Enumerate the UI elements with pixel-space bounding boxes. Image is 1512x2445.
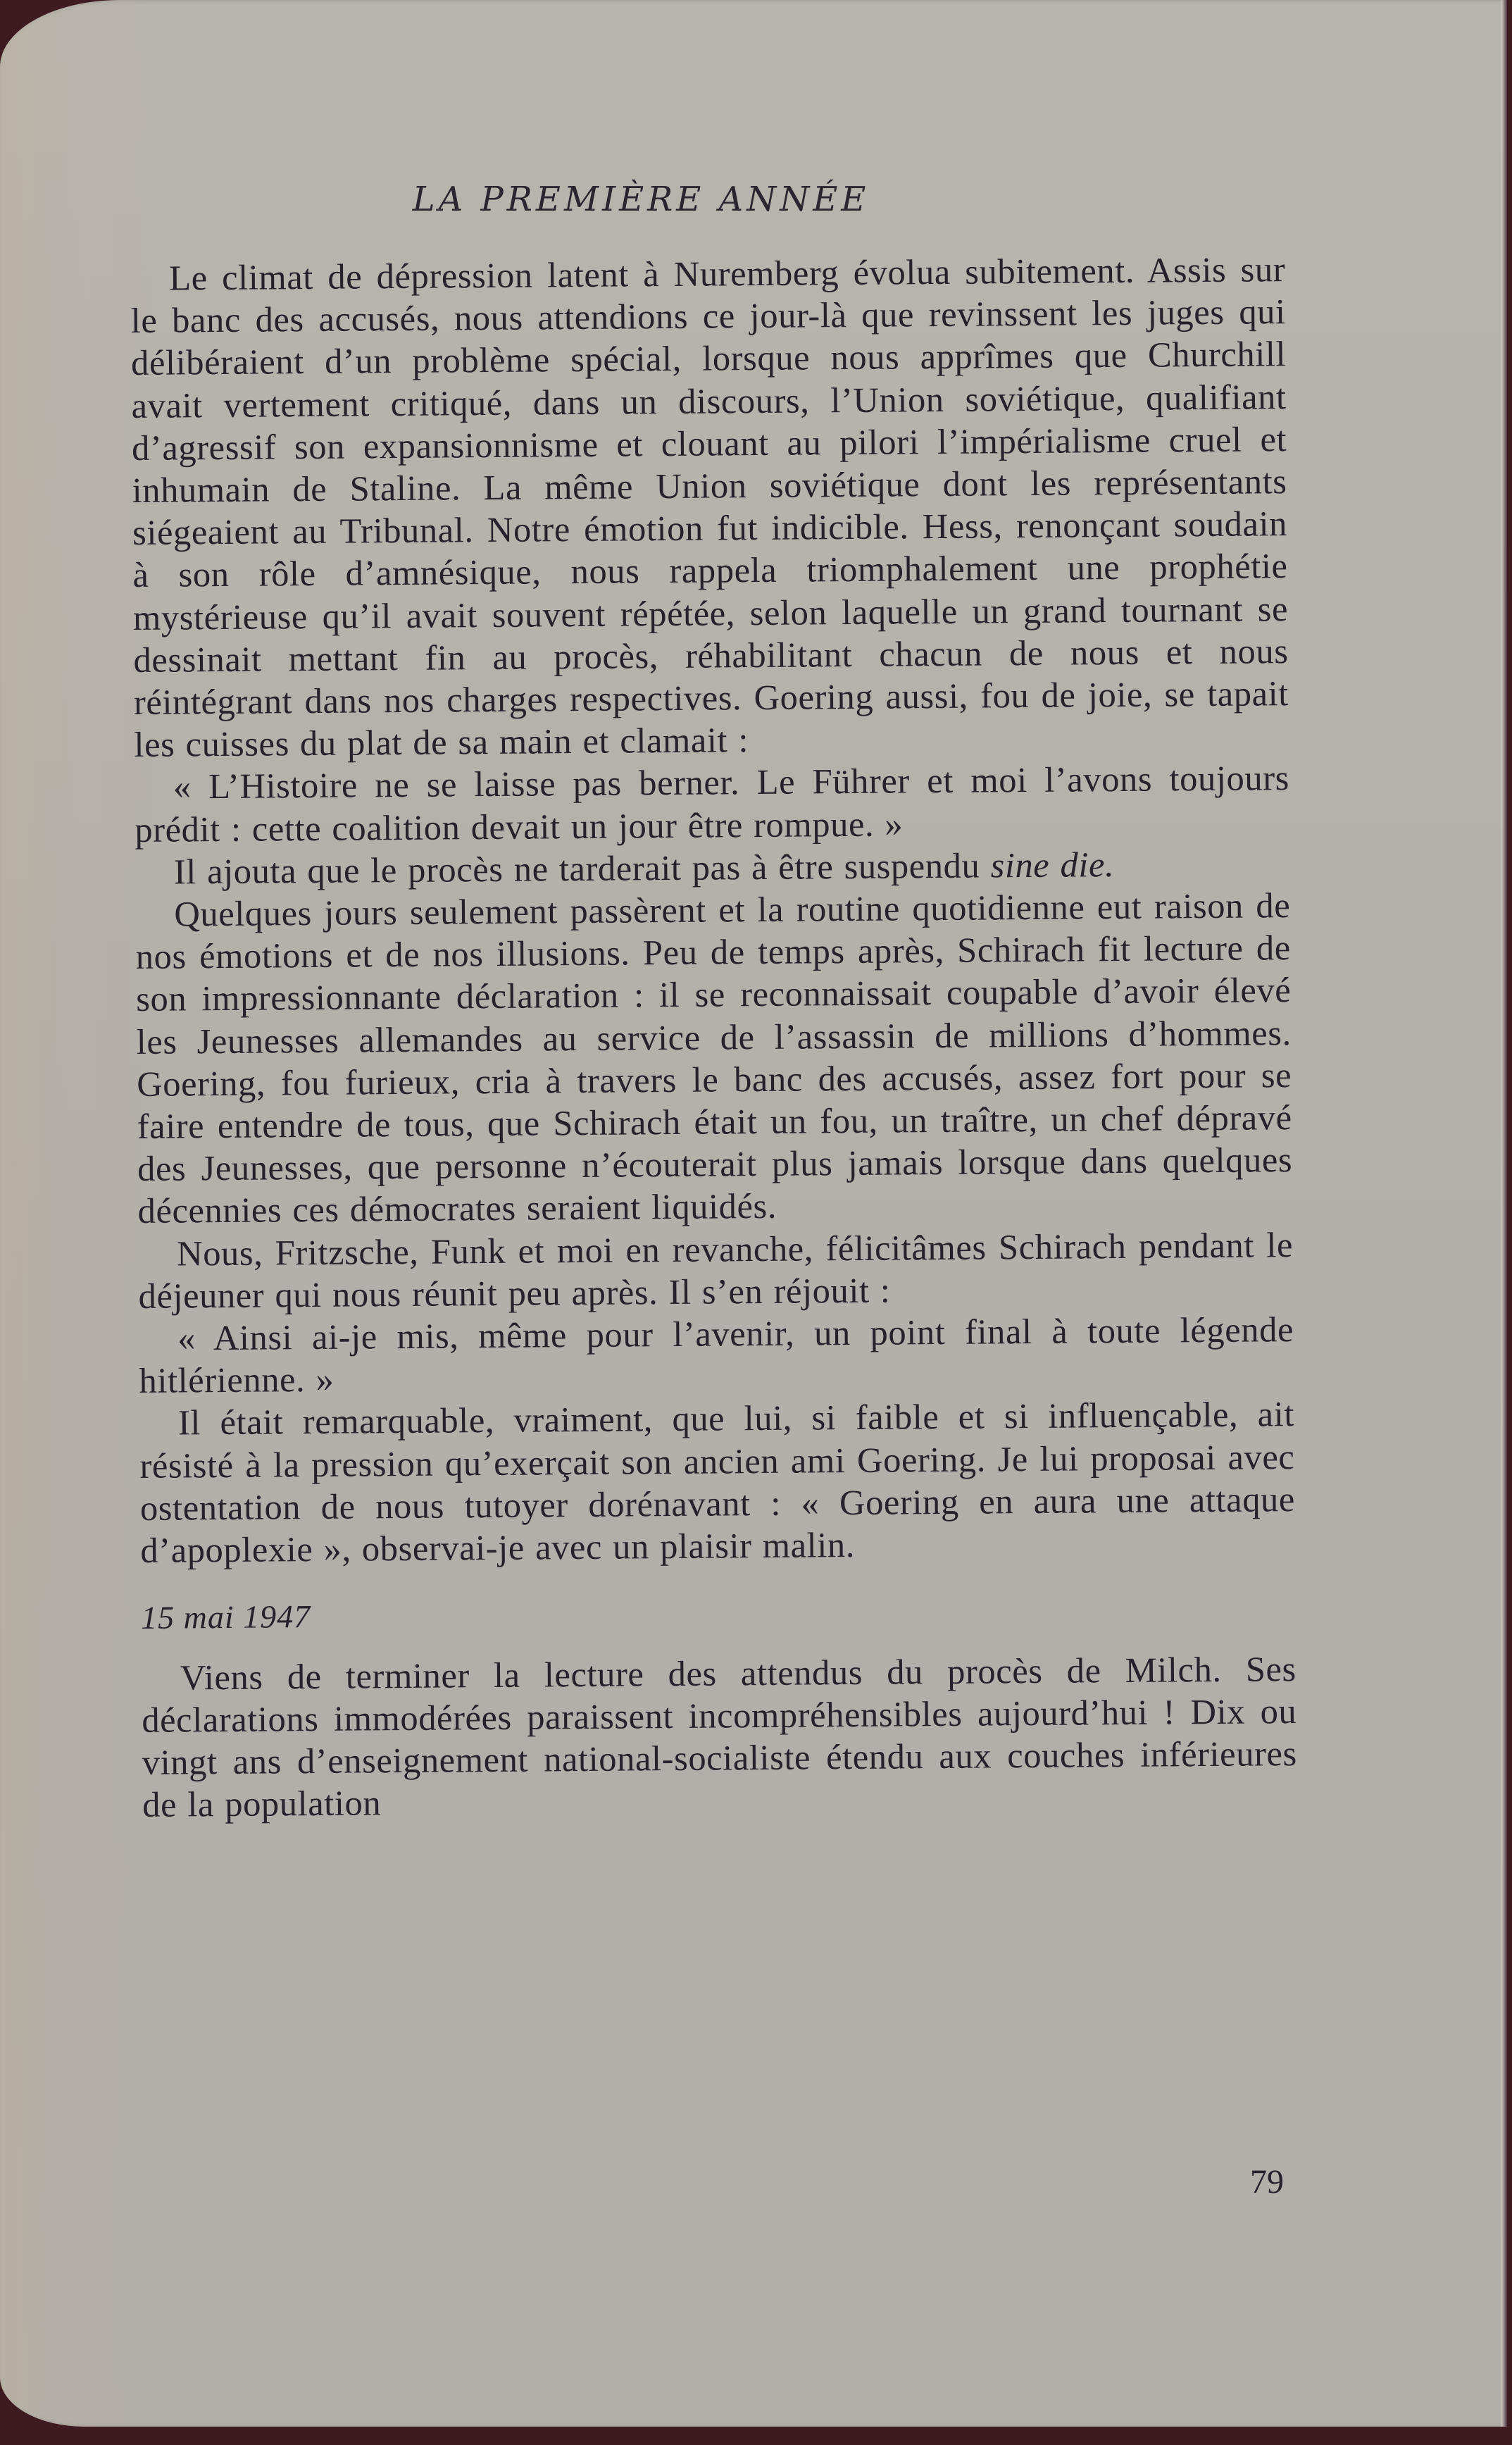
running-head: LA PREMIÈRE ANNÉE bbox=[412, 180, 870, 219]
page-number: 79 bbox=[1250, 2163, 1284, 2201]
paragraph: Le climat de dépression latent à Nuremberg évolua subitement. Assis sur le banc des accusés, nous attendions ce jour-là que revinssent les juges qui délibéraient d’un problème spécial, lorsque nous apprîmes que Churchill avait vertement critiqué, dans un discours, l’Union soviétique, qualifiant d’agressif son expansionnisme et clouant au pilori l’impérialisme cruel et inhumain de Staline. La même Union soviétique dont les représentants siégeaient au Tribunal. Notre émotion fut indicible. Hess, renonçant soudain à son rôle d’amnésique, nous rappela triomphalement une prophétie mystérieuse qu’il avait souvent répétée, selon laquelle un grand tournant se dessinait mettant fin au procès, réhabilitant chacun de nous et nous réintégrant dans nos charges respectives. Goering aussi, fou de joie, se tapait les cuisses du plat de sa main et clamait : bbox=[130, 249, 1289, 765]
quote-paragraph: « Ainsi ai-je mis, même pour l’avenir, un point final à toute légende hitlérienne. » bbox=[139, 1309, 1294, 1401]
body-text bbox=[130, 248, 1297, 1826]
diary-date: 15 mai 1947 bbox=[140, 1598, 311, 1636]
paragraph: Quelques jours seulement passèrent et la routine quotidienne eut raison de nos émotions et de nos illusions. Peu de temps après, Schirach fit lecture de son impressionnante déclaration : il se reconnaissait coupable d’avoir élevé les Jeunesses allemandes au service de l’assassin de millions d’hommes. Goering, fou furieux, cria à travers le banc des accusés, assez fort pour se faire entendre de tous, que Schirach était un fou, un traître, un chef dépravé des Jeunesses, que personne n’écouterait plus jamais lorsque dans quelques décennies ces démocrates seraient liquidés. bbox=[135, 885, 1293, 1231]
paragraph: Il était remarquable, vraiment, que lui, si faible et si influençable, ait résisté à la pression qu’exerçait son ancien ami Goering. Je lui proposai avec ostentation de nous tutoyer dorénavant : « Goering en aura une attaque d’apoplexie », observai-je avec un plaisir malin. bbox=[139, 1394, 1296, 1571]
italic-phrase: sine die. bbox=[990, 844, 1115, 885]
paragraph-text: Il ajouta que le procès ne tarderait pas à être suspendu bbox=[173, 845, 980, 892]
paragraph: Nous, Fritzsche, Funk et moi en revanche, félicitâmes Schirach pendant le déjeuner qui nous réunit peu après. Il s’en réjouit : bbox=[138, 1224, 1294, 1316]
paragraph: Viens de terminer la lecture des attendus du procès de Milch. Ses déclarations immodérées paraissent incompréhensibles aujourd’hui ! Dix ou vingt ans d’enseignement national-socialiste étendu aux couches inférieures de la population bbox=[142, 1648, 1297, 1825]
quote-paragraph: « L’Histoire ne se laisse pas berner. Le Führer et moi l’avons toujours prédit : cette coalition devait un jour être rompue. » bbox=[135, 758, 1290, 850]
